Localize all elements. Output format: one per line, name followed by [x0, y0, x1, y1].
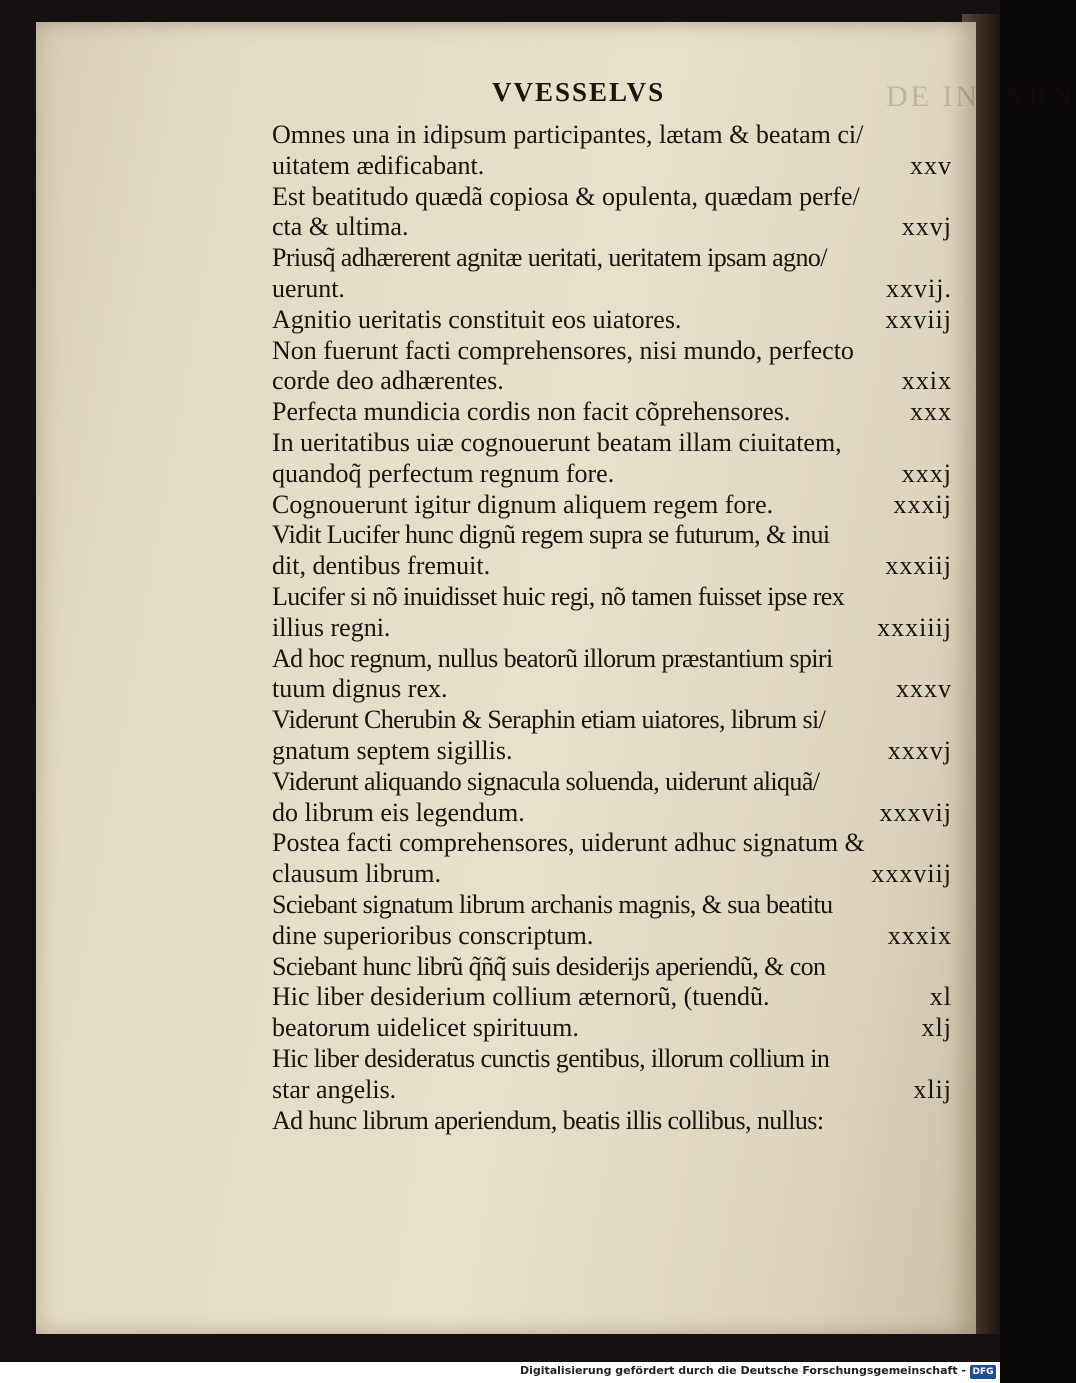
text-line: [272, 243, 952, 274]
line-text: tuum dignus rex.: [272, 674, 448, 704]
line-text: illius regni.: [272, 612, 391, 642]
text-line: [272, 982, 952, 1013]
text-line: [272, 767, 952, 798]
line-text: Ad hunc librum aperiendum, beatis illis collibus, nullus:: [272, 1105, 824, 1135]
line-text: Sciebant signatum librum archanis magnis, & sua beatitu: [272, 889, 833, 919]
line-number: xxxvj: [887, 735, 952, 765]
text-line: [272, 274, 952, 305]
line-number: xlj: [921, 1013, 952, 1043]
text-line: [272, 336, 952, 367]
line-text: Hic liber desiderium collium æternorũ, (tuendũ.: [272, 982, 770, 1012]
line-text: quandoq̃ perfectum regnum fore.: [272, 458, 615, 488]
line-text: In ueritatibus uiæ cognouerunt beatam illam ciuitatem,: [272, 427, 842, 457]
text-line: [272, 120, 952, 151]
line-text: Agnitio ueritatis constituit eos uiatores.: [272, 304, 682, 334]
funding-credit: Digitalisierung gefördert durch die Deutsche Forschungsgemeinschaft -: [519, 1364, 966, 1377]
text-line: [272, 305, 952, 336]
line-text: Viderunt Cherubin & Seraphin etiam uiatores, librum si/: [272, 705, 826, 735]
text-line: [272, 459, 952, 490]
line-text: Postea facti comprehensores, uiderunt adhuc signatum &: [272, 828, 865, 858]
text-line: [272, 1044, 952, 1075]
text-line: [272, 1106, 952, 1137]
line-text: Perfecta mundicia cordis non facit cõprehensores.: [272, 397, 791, 427]
text-line: [272, 921, 952, 952]
line-number: xxxvij: [879, 797, 952, 827]
text-line: [272, 705, 952, 736]
line-text: Non fuerunt facti comprehensores, nisi mundo, perfecto: [272, 335, 854, 365]
line-text: Priusq̃ adhærerent agnitæ ueritati, ueritatem ipsam agno/: [272, 243, 827, 273]
text-line: [272, 644, 952, 675]
footer-bar: [0, 1362, 1000, 1383]
line-number: xxxj: [901, 458, 952, 488]
book-page: [36, 22, 1076, 1334]
text-line: [272, 1013, 952, 1044]
line-number: xxxviij: [871, 859, 952, 889]
dfg-logo: DFG: [970, 1365, 996, 1379]
line-number: xxxij: [893, 489, 952, 519]
text-line: [272, 212, 952, 243]
line-text: Omnes una in idipsum participantes, lætam & beatam ci/: [272, 120, 864, 149]
line-number: xxvj: [901, 212, 952, 242]
text-line: [272, 674, 952, 705]
line-text: Lucifer si nõ inuidisset huic regi, nõ tamen fuisset ipse rex: [272, 581, 845, 611]
line-text: Vidit Lucifer hunc dignũ regem supra se futurum, & inui: [272, 520, 830, 550]
text-line: [272, 828, 952, 859]
line-number: xxx: [910, 397, 952, 427]
text-line: [272, 551, 952, 582]
text-line: [272, 798, 952, 829]
line-text: Ad hoc regnum, nullus beatorũ illorum præstantium spiri: [272, 643, 833, 673]
text-line: [272, 582, 952, 613]
text-line: [272, 952, 952, 983]
line-text: cta & ultima.: [272, 212, 409, 242]
running-head: VVESSELVS: [492, 77, 666, 107]
line-number: xxxix: [887, 920, 952, 950]
line-number: xxxiiij: [877, 612, 952, 642]
line-text: Est beatitudo quædã copiosa & opulenta, quædam perfe/: [272, 181, 860, 211]
text-line: [272, 1075, 952, 1106]
line-text: dine superioribus conscriptum.: [272, 920, 594, 950]
line-text: Viderunt aliquando signacula soluenda, uiderunt aliquã/: [272, 766, 820, 796]
text-line: [272, 613, 952, 644]
line-number: xxix: [901, 366, 952, 396]
bleed-through-text: DE INCARN: [886, 80, 1076, 113]
line-number: xxxv: [896, 674, 952, 704]
line-text: Sciebant hunc librũ q̃ñq̃ suis desiderijs aperiendũ, & con: [272, 951, 826, 981]
text-line: [272, 859, 952, 890]
line-number: xlij: [913, 1074, 952, 1104]
text-line: [272, 490, 952, 521]
text-line: [272, 890, 952, 921]
text-line: [272, 366, 952, 397]
text-line: [272, 520, 952, 551]
text-line: [272, 397, 952, 428]
line-text: dit, dentibus fremuit.: [272, 551, 491, 581]
line-text: star angelis.: [272, 1074, 397, 1104]
line-text: do librum eis legendum.: [272, 797, 525, 827]
line-number: xxvij.: [886, 273, 952, 303]
line-number: xl: [929, 982, 952, 1012]
line-number: xxv: [910, 150, 952, 180]
text-line: [272, 428, 952, 459]
text-block: [272, 120, 952, 1136]
line-text: beatorum uidelicet spirituum.: [272, 1013, 579, 1043]
text-line: [272, 182, 952, 213]
line-text: corde deo adhærentes.: [272, 366, 504, 396]
line-text: uitatem ædificabant.: [272, 150, 485, 180]
line-text: Cognouerunt igitur dignum aliquem regem fore.: [272, 489, 774, 519]
line-number: xxviij: [885, 304, 952, 334]
text-line: [272, 736, 952, 767]
line-text: uerunt.: [272, 273, 345, 303]
line-text: gnatum septem sigillis.: [272, 735, 513, 765]
line-number: xxxiij: [885, 551, 952, 581]
line-text: Hic liber desideratus cunctis gentibus, illorum collium in: [272, 1043, 830, 1073]
line-text: clausum librum.: [272, 859, 441, 889]
text-line: [272, 151, 952, 182]
